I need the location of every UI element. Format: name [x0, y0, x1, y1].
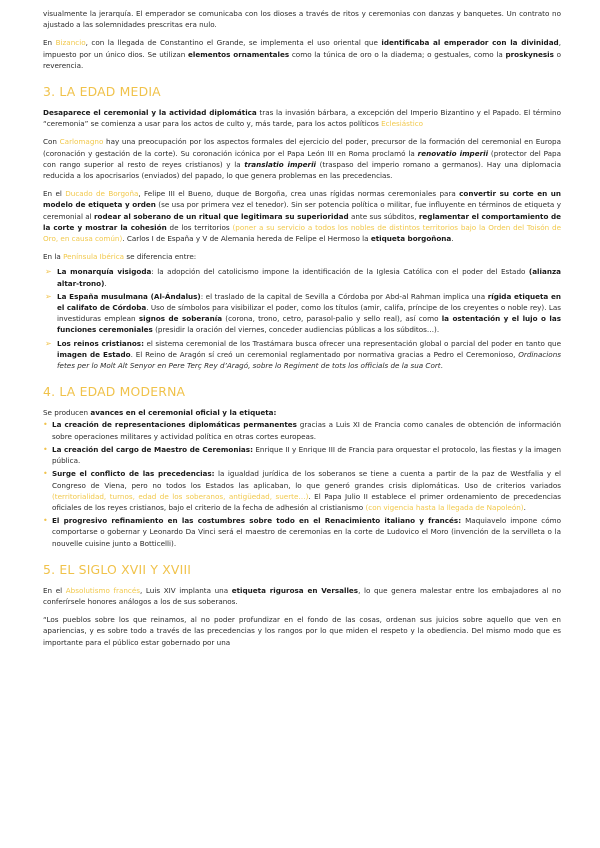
arrow-bullet-icon: ➢: [45, 338, 52, 348]
arrow-bullet-icon: ➢: [45, 291, 52, 301]
list-item: • La creación del cargo de Maestro de Ceremonias: Enrique II y Enrique III de Francia para orquestar el protocolo, las fiestas y la imagen pública.: [43, 444, 561, 466]
bullet-icon: •: [43, 516, 48, 526]
edad-moderna-paragraph-1: Se producen avances en el ceremonial oficial y la etiqueta:: [43, 408, 277, 418]
list-item: • La creación de representaciones diplomáticas permanentes gracias a Luis XI de Francia como canales de obtención de información sobre operaciones militares y actividad política en otras cortes europeas.: [43, 420, 561, 441]
edad-media-paragraph-3: En el Ducado de Borgoña, Felipe III el Bueno, duque de Borgoña, crea unas rígidas normas ceremoniales para convertir su corte en un modelo de etiqueta y orden (se usa por primera vez el tenedor). Sin ser potencia política o militar, fue influyente en términos de etiqueta y ceremonial al rodear al soberano de un ritual que legitimara su superioridad ante sus súbditos, reglamentar el comportamiento de la corte y mostrar la cohesión de los territorios (poner a su servicio a todos los nobles de distintos territorios bajo la Orden del Toisón de Oro, en causa común). Carlos I de España y V de Alemania hereda de Felipe el Hermoso la etiqueta borgoñona.: [43, 189, 561, 244]
siglo-xvii-paragraph-1: En el Absolutismo francés, Luis XIV implanta una etiqueta rigurosa en Versalles, lo que genera malestar entre los embajadores al no conferírsele honores análogos a los de sus soberanos.: [43, 585, 562, 606]
list-item: ➢ Los reinos cristianos: el sistema ceremonial de los Trastámara busca ofrecer una representación global o parcial del poder en tanto que imagen de Estado. El Reino de Aragón sí creó un ceremonial reglamentado por normativa gracias a Pedro el Ceremonioso, Ordinacions fetes per lo Molt Alt Senyor en Pere Terç Rey d’Aragó, sobre lo Regiment de tots los officials de la sua Cort.: [45, 338, 561, 371]
edad-media-paragraph-2: Con Carlomagno hay una preocupación por los aspectos formales del ejercicio del poder, precursor de la formación del ceremonial en Europa (coronación y gestación de la corte). Su coronación icónica por el Papa León III en Roma proclamó la renovatio imperii (protector del Papa con rango superior al resto de reyes cristianos) y la translatio imperii (traspaso del imperio romano a germanos). Hay una diplomacia reducida a los apocrisarios (enviados) del papado, lo que genera problemas en las precedencias.: [43, 137, 562, 181]
siglo-xvii-quote: “Los pueblos sobre los que reinamos, al no poder profundizar en el fondo de las cosas, ordenan sus juicios sobre aquello que ven en apariencias, y es sobre todo a través de las precedencias y los rangos por lo que miden el respeto y la obediencia. Del mismo modo que es importante para el público estar gobernado por una: [43, 615, 561, 647]
document-page: [43, 8, 561, 648]
peninsula-list: [43, 266, 561, 371]
bullet-icon: •: [43, 420, 48, 430]
bullet-icon: •: [43, 444, 48, 454]
arrow-bullet-icon: ➢: [45, 267, 52, 277]
bizancio-link: Bizancio: [55, 38, 86, 48]
edad-media-paragraph-4: En la Península Ibérica se diferencia entre:: [43, 252, 197, 262]
edad-media-paragraph-1: Desaparece el ceremonial y la actividad diplomática tras la invasión bárbara, a excepción del Imperio Bizantino y el Papado. El término “ceremonia” se comienza a usar para los actos de culto y, más tarde, para los actos políticos Eclesiástico: [43, 108, 561, 129]
list-item: • Surge el conflicto de las precedencias: la igualdad jurídica de los soberanos se tiene a cuenta a partir de la paz de Westfalia y el Congreso de Viena, pero no todos los Estados las aplicaban, lo que generó grandes crisis diplomáticas. Uso de criterios variados (territorialidad, turnos, edad de los soberanos, antigüedad, suerte…). El Papa Julio II establece el primer ordenamiento de precedencias oficiales de los reyes cristianos, bajo el criterio de la fecha de adhesión al cristianismo (con vigencia hasta la llegada de Napoleón).: [43, 469, 561, 512]
section-heading-siglo-xvii: 5. EL SIGLO XVII Y XVIII: [43, 561, 192, 577]
bullet-icon: •: [43, 469, 48, 479]
intro-paragraph-2: En Bizancio, con la llegada de Constantino el Grande, se implementa el uso oriental que identificaba al emperador con la divinidad, impuesto por un único dios. Se utilizan elementos ornamentales como la túnica de oro o la diadema; o gestuales, como la proskynesis o reverencia.: [43, 38, 561, 70]
list-item: ➢ La España musulmana (Al-Ándalus): el traslado de la capital de Sevilla a Córdoba por Abd-al Rahman implica una rígida etiqueta en el califato de Córdoba. Uso de símbolos para visibilizar el poder, como los títulos (amir, califa, príncipe de los creyentes o noble rey). Las investiduras emplean signos de soberanía (corona, trono, cetro, parasol-palio y sello real), así como la ostentación y el lujo o las funciones ceremoniales (presidir la oración del viernes, conceder audiencias públicas a los súbditos…).: [45, 291, 561, 335]
list-item: ➢ La monarquía visigoda: la adopción del catolicismo impone la identificación de la Iglesia Católica con el poder del Estado (alianza altar-trono).: [45, 267, 561, 288]
edad-moderna-list: [43, 419, 561, 548]
section-heading-edad-moderna: 4. LA EDAD MODERNA: [43, 384, 186, 400]
list-item: • El progresivo refinamiento en las costumbres sobre todo en el Renacimiento italiano y francés: Maquiavelo impone cómo comportarse o gobernar y Leonardo Da Vinci será el maestro de ceremonias en la corte de Ludovico el Moro (invención de la servilleta o la nouvelle cuisine junto a Botticelli).: [43, 516, 561, 548]
intro-paragraph-1: visualmente la jerarquía. El emperador se comunicaba con los dioses a través de ritos y ceremonias con danzas y banquetes. Un contrato no ajustado a las solemnidades prescritas era nulo.: [43, 9, 561, 30]
section-heading-edad-media: 3. LA EDAD MEDIA: [43, 84, 161, 100]
